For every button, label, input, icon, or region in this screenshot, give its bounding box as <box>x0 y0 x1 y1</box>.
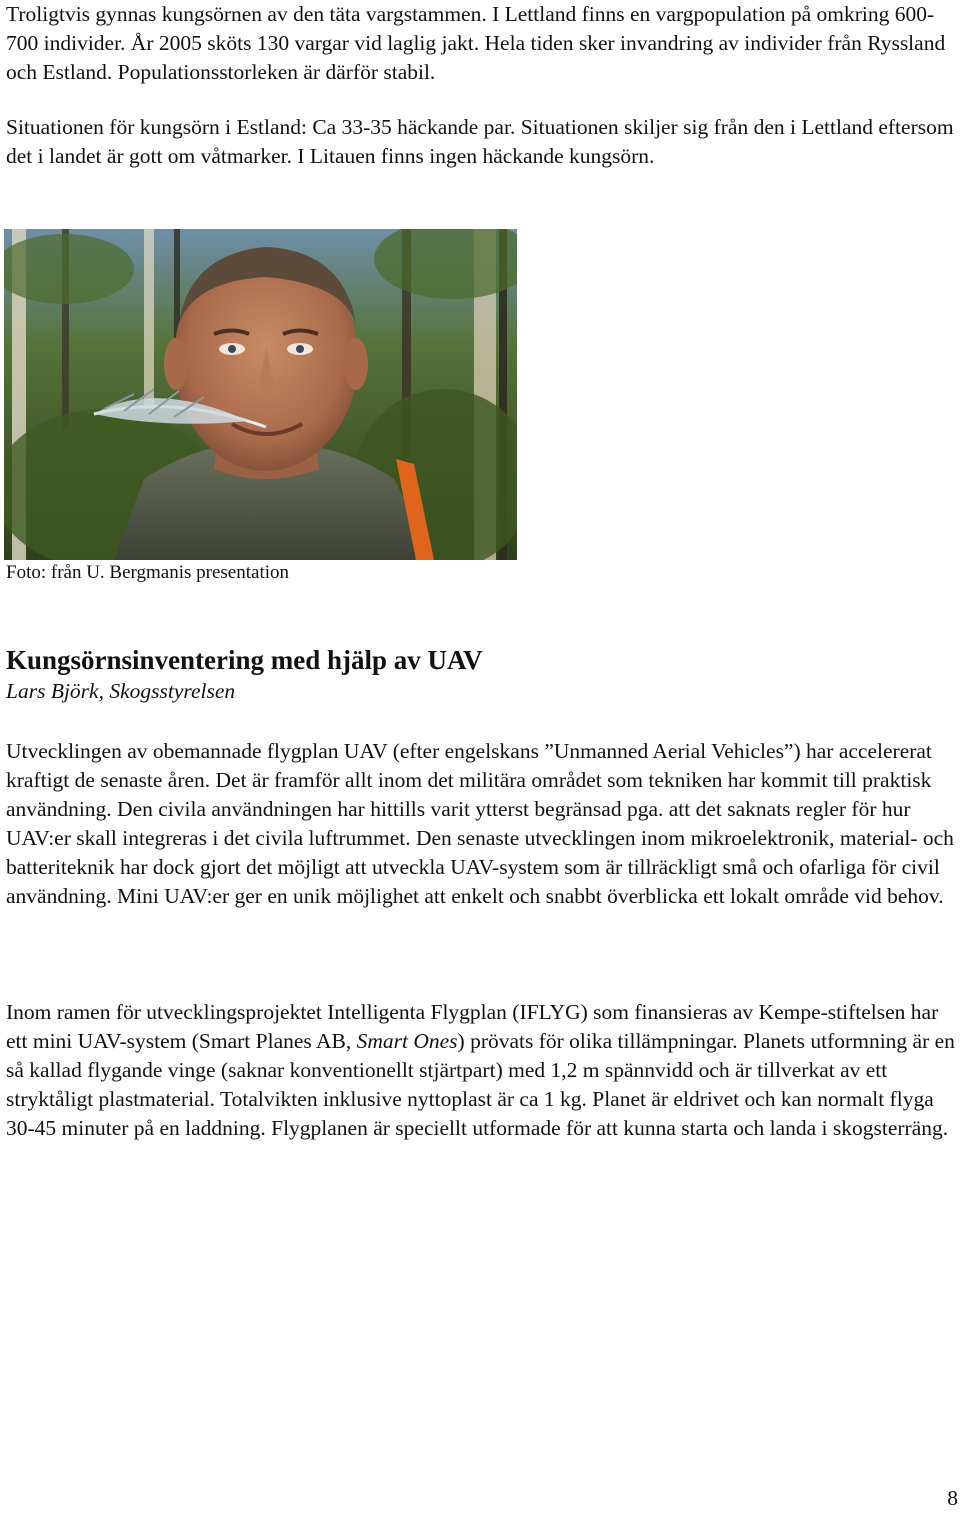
paragraph-wolf-population: Troligtvis gynnas kungsörnen av den täta vargstammen. I Lettland finns en vargpopulation på omkring 600-700 individer. År 2005 sköts 130 vargar vid laglig jakt. Hela tiden sker invandring av individer från Ryssland och Estland. Populationsstorleken är därför stabil. <box>6 2 946 84</box>
page-number: 8 <box>947 1486 958 1510</box>
paragraph-estonia-situation: Situationen för kungsörn i Estland: Ca 33-35 häckande par. Situationen skiljer sig från den i Lettland eftersom det i landet är gott om våtmarker. I Litauen finns ingen häckande kungsörn. <box>6 115 954 168</box>
article-byline: Lars Björk, Skogsstyrelsen <box>6 679 236 703</box>
paragraph-uav-development: Utvecklingen av obemannade flygplan UAV (efter engelskans ”Unmanned Aerial Vehicles”) har accelererat kraftigt de senaste åren. Det är framför allt inom det militära området som tekniken har kommit till praktisk användning. Den civila användningen har hittills varit ytterst begränsad pga. att det saknats regler för hur UAV:er skall integreras i det civila luftrummet. Den senaste utvecklingen inom mikroelektronik, material- och batteriteknik har dock gjort det möjligt att utveckla UAV-system som är tillräckligt små och ofarliga för civil användning. Mini UAV:er ger en unik möjlighet att enkelt och snabbt överblicka ett lokalt område vid behov. <box>6 739 954 908</box>
product-name-italic: Smart Ones <box>356 1029 458 1053</box>
paragraph-iflyg-project <box>6 998 958 1143</box>
article-title: Kungsörnsinventering med hjälp av UAV <box>6 645 483 675</box>
portrait-photo <box>4 229 517 560</box>
paragraph-iflyg-text-end: ) prövats för olika tillämpningar. Planets utformning är en så kallad flygande vinge (saknar konventionellt stjärtpart) med 1,2 m spännvidd och är tillverkat av ett stryktåligt plastmaterial. Totalvikten inklusive nyttoplast är ca 1 kg. Planet är eldrivet och kan normalt flyga 30-45 minuter på en laddning. Flygplanen är speciellt utformade för att kunna starta och landa i skogsterräng. <box>6 1029 955 1140</box>
paragraph-iflyg-text-start: Inom ramen för utvecklingsprojektet Intelligenta Flygplan (IFLYG) som finansieras av Kempe-stiftelsen har ett mini UAV-system (Smart Planes AB, <box>6 1000 939 1053</box>
photo-caption: Foto: från U. Bergmanis presentation <box>6 562 290 583</box>
portrait-photo-illustration <box>4 229 517 560</box>
